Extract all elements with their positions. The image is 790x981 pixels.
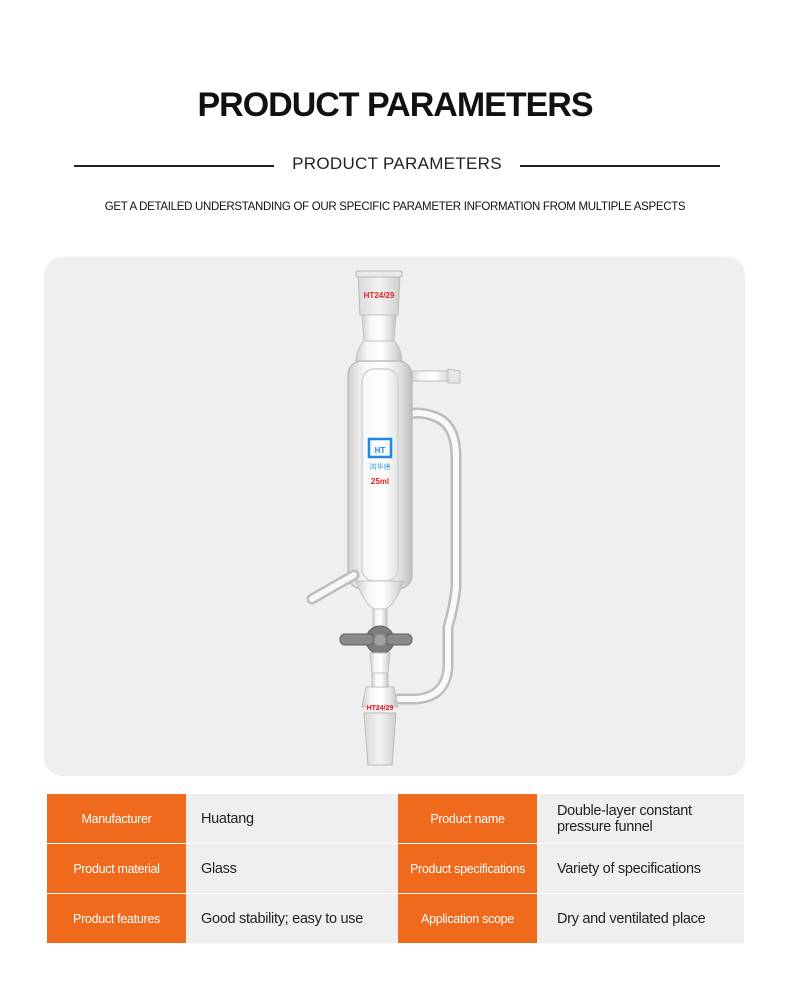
param-label: Product material: [47, 844, 186, 894]
table-row: [47, 844, 745, 894]
section-subtitle: PRODUCT PARAMETERS: [292, 154, 502, 173]
param-value: Double-layer constant pressure funnel: [537, 794, 744, 844]
funnel-body: [348, 361, 412, 589]
page-title: PRODUCT PARAMETERS: [197, 86, 593, 124]
section-subtitle-row: [74, 154, 720, 178]
bottom-joint-label: HT24/29: [366, 705, 394, 712]
svg-text:HT: HT: [374, 446, 386, 455]
divider-left: [74, 165, 274, 167]
brand-text: 鸿华唐: [369, 463, 391, 471]
parameters-table: [47, 794, 745, 944]
param-label: Product features: [47, 894, 186, 944]
param-value: Good stability; easy to use: [186, 894, 398, 944]
product-image-card: [44, 257, 745, 776]
param-label: Manufacturer: [47, 794, 186, 844]
stopcock: [340, 626, 412, 654]
param-label: Product specifications: [398, 844, 537, 894]
param-value: Variety of specifications: [537, 844, 744, 894]
divider-right: [520, 165, 720, 167]
param-label: Application scope: [398, 894, 537, 944]
funnel-illustration: [44, 257, 745, 776]
param-label: Product name: [398, 794, 537, 844]
upper-hose-connector: [410, 371, 454, 381]
volume-label: 25ml: [370, 477, 390, 486]
top-joint-label: HT24/29: [363, 291, 395, 300]
table-row: [47, 794, 745, 844]
param-value: Huatang: [186, 794, 398, 844]
section-description: GET A DETAILED UNDERSTANDING OF OUR SPECIFIC PARAMETER INFORMATION FROM MULTIPLE ASPECTS: [104, 201, 686, 213]
bottom-joint: [364, 713, 396, 765]
param-value: Dry and ventilated place: [537, 894, 744, 944]
table-row: [47, 894, 745, 944]
param-value: Glass: [186, 844, 398, 894]
